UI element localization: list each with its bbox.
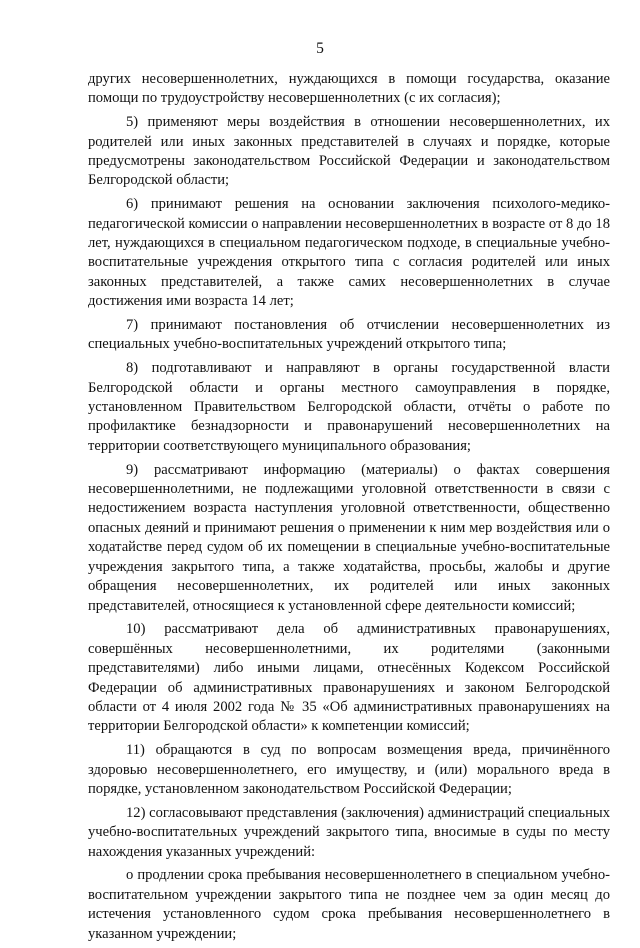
document-body — [88, 70, 610, 948]
paragraph-item-6: 6) принимают решения на основании заключения психолого-медико-педагогической комиссии о направлении несовершеннолетних в возрасте от 8 до 18 лет, нуждающихся в специальном педагогическом подходе, в специальные учебно-воспитательные учреждения открытого типа с согласия родителей или иных законных представителей, а также самих несовершеннолетних в случае достижения ими возраста 14 лет; — [88, 196, 610, 310]
paragraph-item-9: 9) рассматривают информацию (материалы) о фактах совершения несовершеннолетними, не подлежащими уголовной ответственности в связи с недостижением возраста наступления уголовной ответственности, общественно опасных деяний и принимают решения о применении к ним мер воздействия или о ходатайстве перед судом об их помещении в специальные учебно-воспитательные учреждения закрытого типа, а также ходатайства, просьбы, жалобы и другие обращения несовершеннолетних, их родителей или иных законных представителей, относящиеся к установленной сфере деятельности комиссий; — [88, 461, 610, 614]
paragraph-item-10: 10) рассматривают дела об административных правонарушениях, совершённых несовершеннолетними, их родителями (законными представителями) либо иными лицами, отнесённых Кодексом Российской Федерации об административных правонарушениях и законом Белгородской области от 4 июля 2002 года № 35 «Об административных правонарушениях на территории Белгородской области» к компетенции комиссий; — [88, 621, 610, 735]
paragraph-item-5: 5) применяют меры воздействия в отношении несовершеннолетних, их родителей или иных законных представителей в случаях и порядке, которые предусмотрены законодательством Российской Федерации и законодательством Белгородской области; — [88, 114, 610, 189]
paragraph-item-12: 12) согласовывают представления (заключения) администраций специальных учебно-воспитательных учреждений закрытого типа, вносимые в суды по месту нахождения указанных учреждений: — [88, 804, 610, 860]
paragraph-item-7: 7) принимают постановления об отчислении несовершеннолетних из специальных учебно-воспитательных учреждений открытого типа; — [88, 317, 610, 353]
page-number: 5 — [316, 40, 324, 57]
paragraph-continuation: других несовершеннолетних, нуждающихся в помощи государства, оказание помощи по трудоустройству несовершеннолетних (с их согласия); — [88, 71, 610, 107]
paragraph-item-11: 11) обращаются в суд по вопросам возмещения вреда, причинённого здоровью несовершеннолетнего, его имуществу, и (или) морального вреда в порядке, установленном законодательством Российской Федерации; — [88, 742, 610, 797]
paragraph-item-12-subitem: о продлении срока пребывания несовершеннолетнего в специальном учебно-воспитательном учреждении закрытого типа не позднее чем за один месяц до истечения установленного судом срока пребывания несовершеннолетнего в указанном учреждении; — [88, 867, 610, 942]
paragraph-item-8: 8) подготавливают и направляют в органы государственной власти Белгородской области и органы местного самоуправления в порядке, установленном Правительством Белгородской области, отчёты о работе по профилактике безнадзорности и правонарушений несовершеннолетних на территории соответствующего муниципального образования; — [88, 360, 610, 454]
